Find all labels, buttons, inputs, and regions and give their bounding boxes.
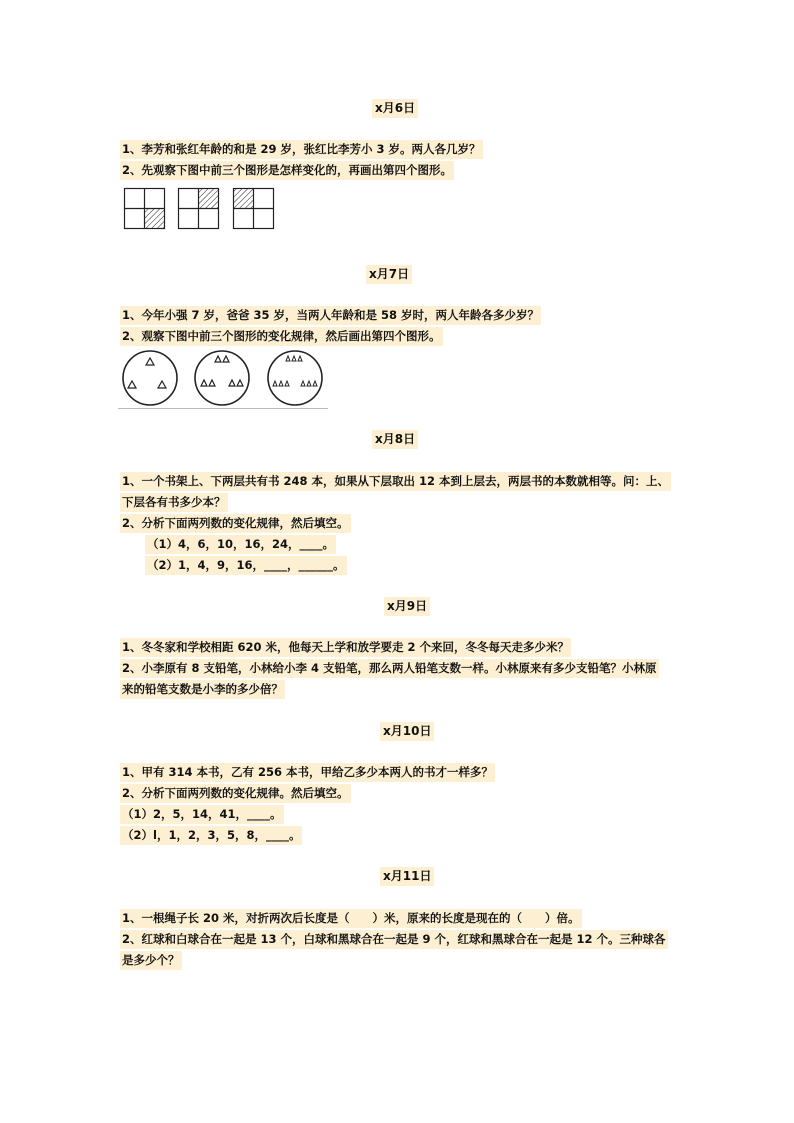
circle-1 bbox=[123, 351, 177, 405]
question-day9-2: 2、小李原有 8 支铅笔，小林给小李 4 支铅笔，那么两人铅笔支数一样。小林原来有多少支铅笔？小林原 bbox=[120, 659, 659, 678]
sequence-day8-1: （1）4，6，10，16，24，____。 bbox=[145, 535, 336, 554]
date-heading-day11: x月11日 bbox=[380, 867, 434, 886]
question-day8-2: 2、分析下面两列数的变化规律，然后填空。 bbox=[120, 514, 351, 533]
question-day7-2: 2、观察下图中前三个图形的变化规律，然后画出第四个图形。 bbox=[120, 327, 443, 346]
question-day8-1: 1、一个书架上、下两层共有书 248 本，如果从下层取出 12 本到上层去，两层书的本数就相等。问：上、 bbox=[120, 472, 671, 491]
question-day9-2-cont: 来的铅笔支数是小李的多少倍？ bbox=[120, 680, 285, 699]
question-day6-1: 1、李芳和张红年龄的和是 29 岁，张红比李芳小 3 岁。两人各几岁？ bbox=[120, 140, 483, 159]
question-day6-2: 2、先观察下图中前三个图形是怎样变化的，再画出第四个图形。 bbox=[120, 161, 454, 180]
circle-triangle-figure bbox=[118, 348, 328, 410]
circle-3 bbox=[268, 351, 322, 405]
grid-pattern-figure bbox=[120, 186, 280, 232]
question-day7-1: 1、今年小强 7 岁，爸爸 35 岁，当两人年龄和是 58 岁时，两人年龄各多少岁？ bbox=[120, 306, 541, 325]
grid-1 bbox=[125, 189, 165, 229]
question-day10-1: 1、甲有 314 本书，乙有 256 本书，甲给乙多少本两人的书才一样多？ bbox=[120, 763, 495, 782]
question-day11-2: 2、红球和白球合在一起是 13 个，白球和黑球合在一起是 9 个，红球和黑球合在一起是 12 个。三种球各 bbox=[120, 930, 668, 949]
question-day11-1: 1、一根绳子长 20 米，对折两次后长度是（ ）米，原来的长度是现在的（ ）倍。 bbox=[120, 909, 582, 928]
question-day8-1-cont: 下层各有书多少本？ bbox=[120, 493, 228, 512]
sequence-day10-1: （1）2，5，14，41，____。 bbox=[120, 805, 284, 824]
question-day10-2: 2、分析下面两列数的变化规律。然后填空。 bbox=[120, 784, 351, 803]
circle-2 bbox=[195, 351, 249, 405]
sequence-day8-2: （2）1，4，9，16，____，______。 bbox=[145, 556, 347, 575]
grid-2 bbox=[179, 189, 219, 229]
date-heading-day7: x月7日 bbox=[366, 265, 412, 284]
date-heading-day9: x月9日 bbox=[384, 597, 430, 616]
question-day11-2-cont: 是多少个？ bbox=[120, 951, 182, 970]
date-heading-day6: x月6日 bbox=[372, 99, 418, 118]
sequence-day10-2: （2）l，1，2，3，5，8，____。 bbox=[120, 826, 302, 845]
date-heading-day8: x月8日 bbox=[372, 430, 418, 449]
grid-3 bbox=[234, 189, 274, 229]
date-heading-day10: x月10日 bbox=[380, 722, 434, 741]
question-day9-1: 1、冬冬家和学校相距 620 米，他每天上学和放学要走 2 个来回，冬冬每天走多少米？ bbox=[120, 638, 571, 657]
